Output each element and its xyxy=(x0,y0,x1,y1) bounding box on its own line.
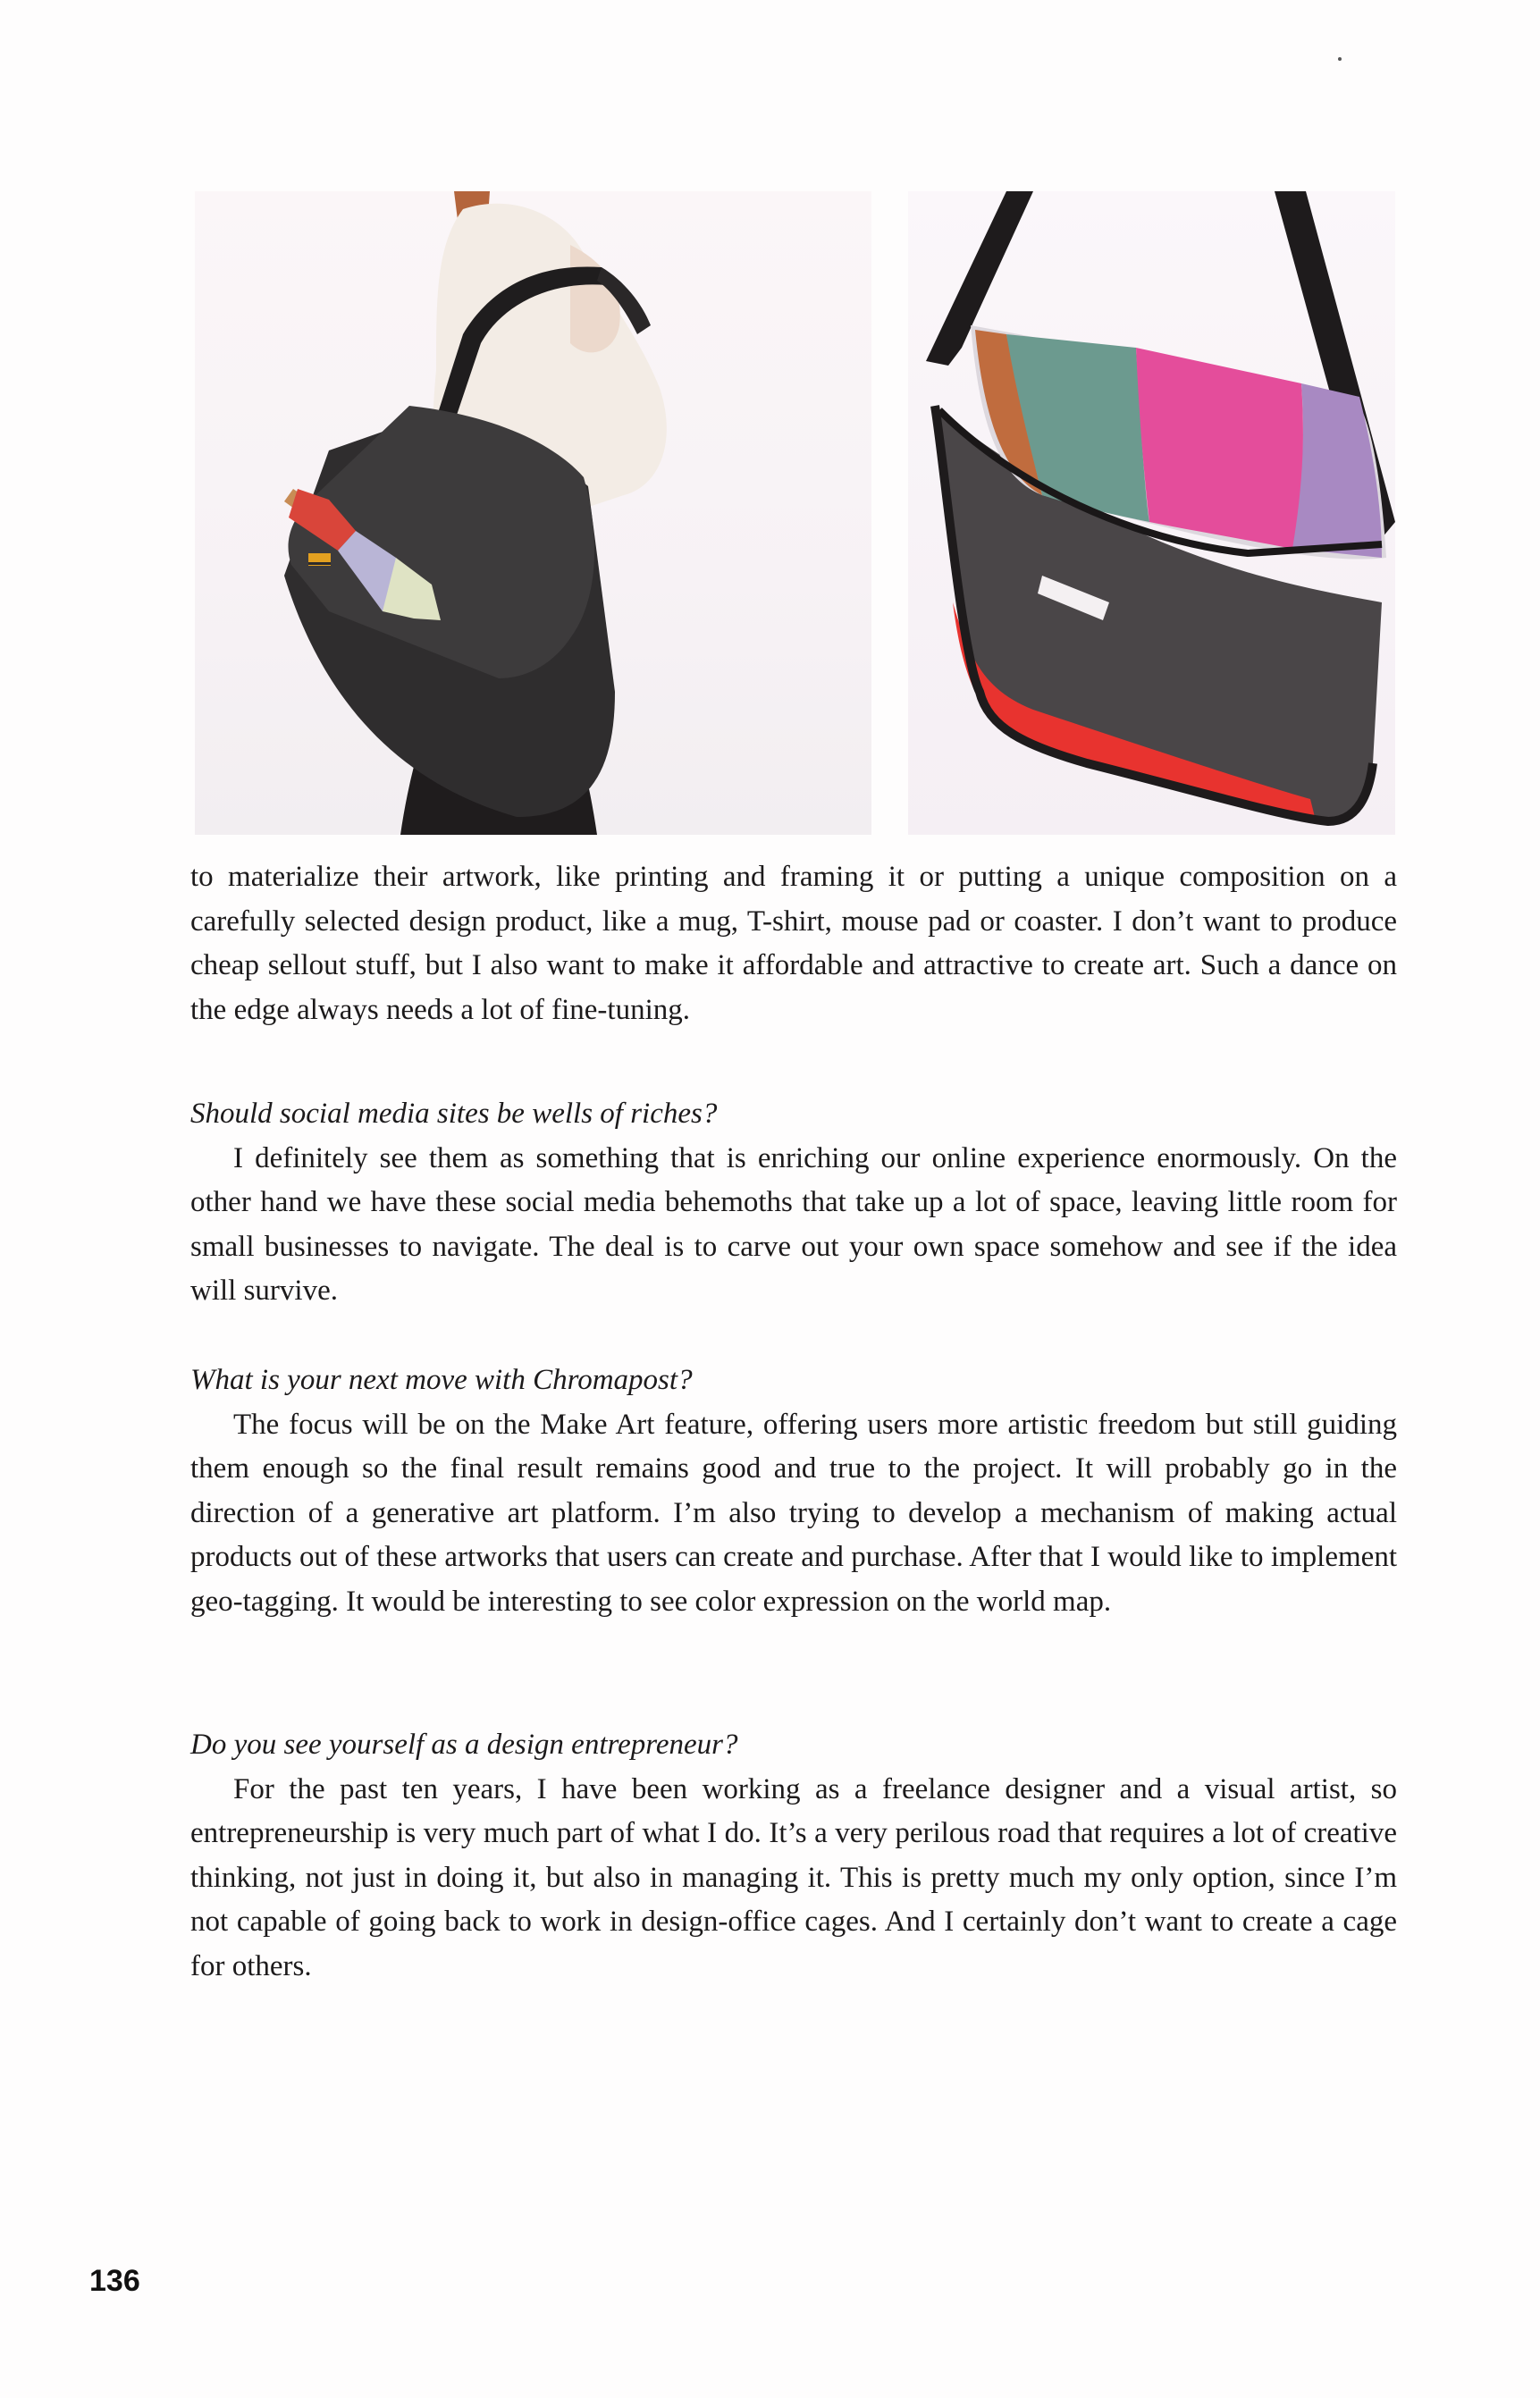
photo-left-illustration xyxy=(195,191,871,835)
answer-paragraph: For the past ten years, I have been working as a freelance designer and a visual artist, so entrepreneurship is very much part of what I do. It’s a very perilous road that requires a lot of creative thinking, not just in doing it, but also in managing it. This is pretty much my only option, since I’m not capable of going back to work in design-office cages. And I certainly don’t want to create a cage for others. xyxy=(190,1772,1397,1982)
intro-text: to materialize their artwork, like printing and framing it or putting a unique composition on a carefully selected design product, like a mug, T-shirt, mouse pad or coaster. I don’t want to produce cheap sellout stuff, but I also want to make it affordable and attractive to create art. Such a dance on the edge always needs a lot of fine-tuning. xyxy=(190,861,1397,1026)
qa-section-next-move xyxy=(190,1359,1397,1624)
question-heading: What is your next move with Chromapost? xyxy=(190,1364,693,1396)
answer-paragraph: The focus will be on the Make Art feature, offering users more artistic freedom but still guiding them enough so the final result remains good and true to the project. It will probably go in the direction of a generative art platform. I’m also trying to develop a mechanism of making actual products out of these artworks that users can create and purchase. After that I would like to implement geo-tagging. It would be interesting to see color expression on the world map. xyxy=(190,1408,1397,1618)
question-heading: Do you see yourself as a design entrepreneur? xyxy=(190,1729,738,1761)
question-heading: Should social media sites be wells of riches? xyxy=(190,1098,718,1130)
flap-pink xyxy=(1136,348,1303,549)
qa-section-entrepreneur xyxy=(190,1723,1397,1989)
page-number: 136 xyxy=(89,2264,140,2298)
answer-paragraph: I definitely see them as something that is enriching our online experience enormously. On the other hand we have these social media behemoths that take up a lot of space, leaving little room for small businesses to navigate. The deal is to carve out your own space somehow and see if the idea will survive. xyxy=(190,1141,1397,1307)
arm xyxy=(570,245,620,352)
intro-paragraph xyxy=(190,855,1397,1032)
photo-right-illustration xyxy=(908,191,1395,835)
photo-woman-with-messenger-bag xyxy=(195,191,871,835)
scan-speck xyxy=(1338,57,1342,61)
photo-messenger-bag-open xyxy=(908,191,1395,835)
qa-section-social-media xyxy=(190,1092,1397,1314)
flap-purple xyxy=(1292,383,1382,558)
